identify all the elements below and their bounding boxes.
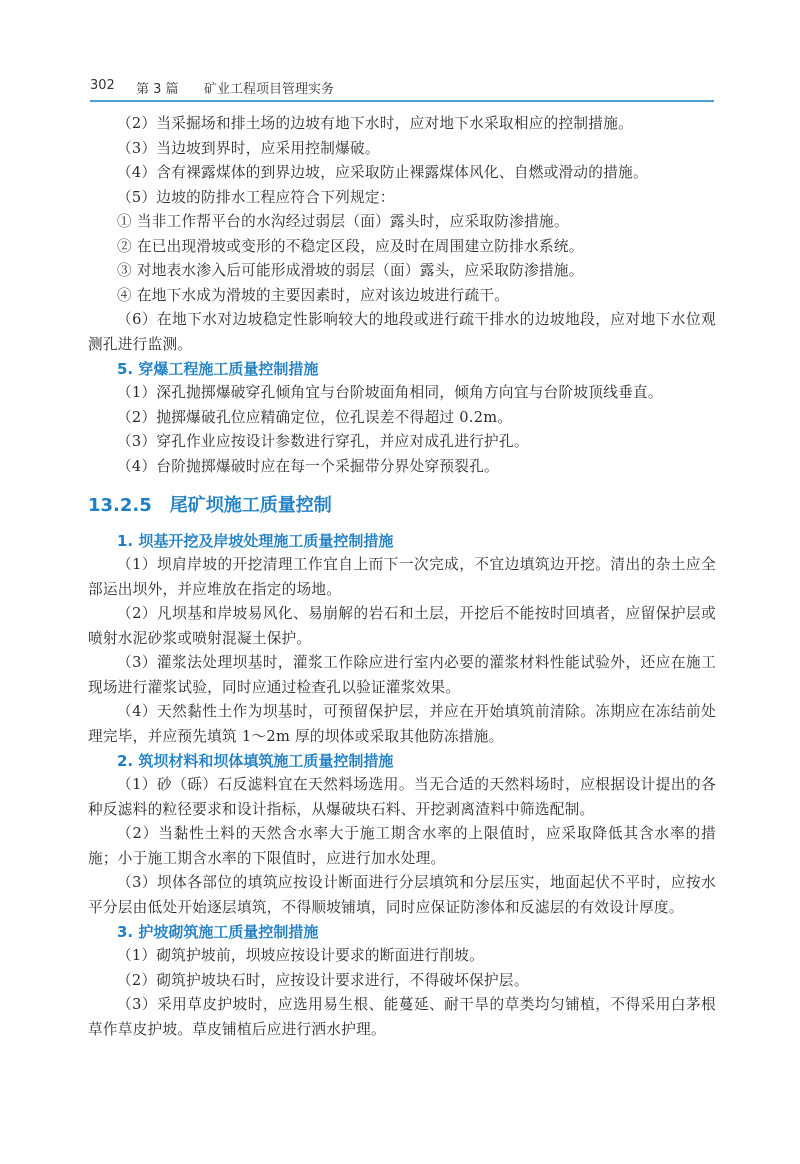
list-item: ④ 在地下水成为滑坡的主要因素时，应对该边坡进行疏干。 xyxy=(117,286,510,304)
paragraph: （3）灌浆法处理坝基时，灌浆工作除应进行室内必要的灌浆材料性能试验外，还应在施工现场进行灌浆试验，同时应通过检查孔以验证灌浆效果。 xyxy=(88,654,716,696)
list-item: ② 在已出现滑坡或变形的不稳定区段，应及时在周围建立防排水系统。 xyxy=(117,237,584,255)
paragraph: （1）砌筑护坡前，坝坡应按设计要求的断面进行削坡。 xyxy=(117,947,485,964)
section-number: 13.2.5 xyxy=(88,495,152,516)
section-heading: 2. 筑坝材料和坝体填筑施工质量控制措施 xyxy=(117,752,394,770)
paragraph: （1）坝肩岸坡的开挖清理工作宜自上而下一次完成，不宜边填筑边开挖。清出的杂土应全部运出坝外，并应堆放在指定的场地。 xyxy=(88,556,716,598)
section-heading: 1. 坝基开挖及岸坡处理施工质量控制措施 xyxy=(117,532,394,550)
paragraph: （1）砂（砾）石反滤料宜在天然料场选用。当无合适的天然料场时，应根据设计提出的各种反滤料的粒径要求和设计指标，从爆破块石料、开挖剥离渣料中筛选配制。 xyxy=(88,776,716,818)
paragraph: （4）天然黏性土作为坝基时，可预留保护层，并应在开始填筑前清除。冻期应在冻结前处理完毕，并应预先填筑 1～2m 厚的坝体或采取其他防冻措施。 xyxy=(88,703,716,745)
list-item: ③ 对地表水渗入后可能形成滑坡的弱层（面）露头，应采取防渗措施。 xyxy=(117,262,584,279)
paragraph: （2）当黏性土料的天然含水率大于施工期含水率的上限值时，应采取降低其含水率的措施；小于施工期含水率的下限值时，应进行加水处理。 xyxy=(88,825,716,867)
list-item: ① 当非工作帮平台的水沟经过弱层（面）露头时，应采取防渗措施。 xyxy=(117,213,569,230)
paragraph: （6）在地下水对边坡稳定性影响较大的地段或进行疏干排水的边坡地段，应对地下水位观测孔进行监测。 xyxy=(88,311,716,353)
paragraph: （4）台阶抛掷爆破时应在每一个采掘带分界处穿预裂孔。 xyxy=(117,457,499,475)
paragraph: （3）采用草皮护坡时，应选用易生根、能蔓延、耐干旱的草类均匀铺植，不得采用白茅根草作草皮护坡。草皮铺植后应进行洒水护理。 xyxy=(88,996,716,1038)
page-header xyxy=(90,70,714,102)
chapter-label: 第 3 篇 xyxy=(136,82,179,97)
paragraph: （3）当边坡到界时，应采用控制爆破。 xyxy=(117,139,380,157)
paragraph: （2）抛掷爆破孔位应精确定位，位孔误差不得超过 0.2m。 xyxy=(117,408,513,426)
paragraph: （1）深孔抛掷爆破穿孔倾角宜与台阶坡面角相同，倾角方向宜与台阶坡顶线垂直。 xyxy=(117,384,663,401)
chapter-section-heading xyxy=(88,493,716,519)
page-content xyxy=(88,112,716,1042)
section-heading: 3. 护坡砌筑施工质量控制措施 xyxy=(117,923,319,941)
paragraph: （4）含有裸露煤体的到界边坡，应采取防止裸露煤体风化、自燃或滑动的措施。 xyxy=(117,164,648,181)
section-heading: 5. 穿爆工程施工质量控制措施 xyxy=(117,360,319,378)
paragraph: （5）边坡的防排水工程应符合下列规定： xyxy=(117,188,395,206)
paragraph: （2）凡坝基和岸坡易风化、易崩解的岩石和土层，开挖后不能按时回填者，应留保护层或喷射水泥砂浆或喷射混凝土保护。 xyxy=(88,605,716,647)
page-number: 302 xyxy=(90,78,115,93)
paragraph: （2）砌筑护坡块石时，应按设计要求进行，不得破坏保护层。 xyxy=(117,971,529,989)
paragraph: （3）穿孔作业应按设计参数进行穿孔，并应对成孔进行护孔。 xyxy=(117,433,529,450)
paragraph: （2）当采掘场和排土场的边坡有地下水时，应对地下水采取相应的控制措施。 xyxy=(117,115,633,132)
book-title: 矿业工程项目管理实务 xyxy=(204,82,335,97)
section-title: 尾矿坝施工质量控制 xyxy=(169,495,332,516)
paragraph: （3）坝体各部位的填筑应按设计断面进行分层填筑和分层压实，地面起伏不平时，应按水平分层由低处开始逐层填筑，不得顺坡铺填，同时应保证防渗体和反滤层的有效设计厚度。 xyxy=(88,874,716,916)
